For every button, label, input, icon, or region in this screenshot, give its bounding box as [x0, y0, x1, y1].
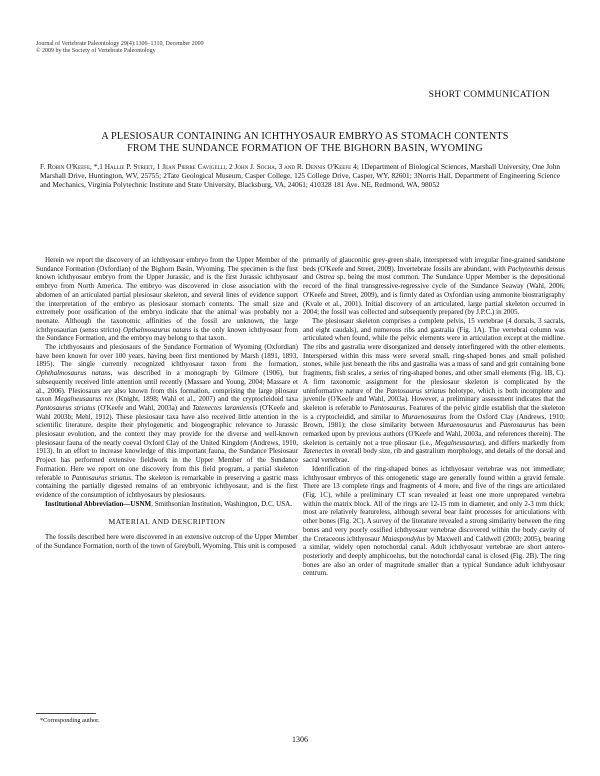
- journal-citation: Journal of Vertebrate Paleontology 29(4):1306–1310, December 2009: [36, 41, 204, 47]
- section-heading: MATERIAL AND DESCRIPTION: [108, 517, 226, 527]
- intro-paragraph: The ichthyosaurs and plesiosaurs of the Sundance Formation of Wyoming (Oxfordian) have been known for over 100 years, having been first mentioned by Marsh (1891, 1893, 1895). The single currently recognized ichthyosaur taxon from the formation, Ophthalmosaurus natans, was described in a monograph by Gilmore (1906), but subsequently received little attention until recently (Massare and Young, 2004; Massare et al., 2006). Plesiosaurs are also known from this formation, comprising the large pliosaur taxon Megalneusaurus rex (Knight, 1898; Wahl et al., 2007) and the cryptocleidoid taxa Pantosaurus striatus (O'Keefe and Wahl, 2003a) and Tatenectes laramiensis (O'Keefe and Wahl 2003b; Mehl, 1912). These plesiosaur taxa have also received little attention in the scientific literature, despite their phylogenetic and biogeographic relevance to Jurassic plesiosaur evolution, and the context they may provide for the diverse and well-known plesiosaur fauna of the nearly coeval Oxford Clay of the United Kingdom (Andrews, 1910, 1913). In an effort to increase knowledge of this important fauna, the Sundance Plesiosaur Project has performed extensive fieldwork in the Upper Member of the Sundance Formation. Here we report on one discovery from this field program, a partial skeleton referable to Pantosaurus striatus. The skeleton is remarkable in preserving a gastric mass containing the partially digested remains of an embryonic ichthyosaur, and is the first evidence of the consumption of ichthyosaurs by plesiosaurs.: [36, 343, 299, 499]
- section-label: SHORT COMMUNICATION: [428, 89, 550, 100]
- author-names: F. Robin O'Keefe, *,1 Hallie P. Street, 1 Jean Pierre Cavigelli, 2 John J. Socha, 3 and R. Dennis O'Keefe 4;: [40, 162, 359, 171]
- right-column: [303, 256, 565, 578]
- methods-paragraph: The fossils described here were discovered in an extensive outcrop of the Upper Member of the Sundance Formation, north of the town of Greybull, Wyoming. This unit is composed: [36, 533, 298, 550]
- left-column: [36, 256, 298, 551]
- footnote-divider: [36, 713, 96, 714]
- footnote: *Corresponding author.: [40, 717, 100, 724]
- page-number: 1306: [292, 735, 308, 744]
- title-line-2: FROM THE SUNDANCE FORMATION OF THE BIGHORN BASIN, WYOMING: [127, 143, 483, 154]
- article-title: [40, 131, 570, 155]
- skeleton-paragraph: The plesiosaur skeleton comprises a complete pelvis, 15 vertebrae (4 dorsals, 3 sacrals, and eight caudals), and numerous ribs and gastralia (Fig. 1A). The vertebral column was articulated when found, while the pelvic elements were in articulation except at the midline. The ribs and gastralia were disorganized and densely interfingered with the other elements. Interspersed within this mass were several small, ring-shaped bones and small polished stones, while just beneath the ribs and gastralia was a mass of sand and grit containing bone fragments, fish scales, a series of ring-shaped bones, and other small elements (Fig. 1B, C). A firm taxonomic assignment for the plesiosaur skeleton is complicated by the uninformative nature of the Pantosaurus striatus holotype, which is both incomplete and juvenile (O'Keefe and Wahl, 2003a). However, a preliminary assessment indicates that the skeleton is referable to Pantosaurus. Features of the pelvic girdle establish that the skeleton is a cryptocleidid, and similar to Muraenosaurus from the Oxford Clay (Andrews, 1910; Brown, 1981); the close similarity between Muraenosaurus and Pantosaurus has been remarked upon by previous authors (O'Keefe and Wahl, 2003a, and references therein). The skeleton is certainly not a true pliosaur (i.e., Megalneusaurus), and differs markedly from Tatenectes in overall body size, rib and gastralium morphology, and details of the dorsal and sacral vertebrae.: [303, 316, 566, 465]
- geology-paragraph: primarily of glauconitic grey-green shale, interspersed with irregular fine-grained sandstone beds (O'Keefe and Street, 2009). Invertebrate fossils are abundant, with Pachyteuthis densus and Ostrea sp. being the most common. The Sundance Upper Member is the depositional record of the final transgressive-regressive cycle of the Sundance Seaway (Wahl, 2006; O'Keefe and Street, 2009), and is firmly dated as Oxfordian using ammonite biostratigraphy (Kvale et al., 2001). Initial discovery of an articulated, large partial skeleton occurred in 2004; the fossil was collected and subsequently prepared (by J.P.C.) in 2005.: [303, 256, 565, 317]
- journal-copyright: © 2009 by the Society of Vertebrate Paleontology: [36, 48, 156, 55]
- institutional-abbreviation: Institutional Abbreviation—USNM, Smithsonian Institution, Washington, D.C. USA.: [45, 499, 293, 508]
- journal-header: [36, 41, 204, 55]
- identification-paragraph: Identification of the ring-shaped bones as ichthyosaur vertebrae was not immediate; ichthyosaur embryos of this ontogenetic stage are generally found within a gravid female. There are 13 complete rings and fragments of 4 more, and five of the rings are articulated (Fig. 1C), while a preliminary CT scan revealed at least one more unprepared vertebra within the matrix block. All of the rings are 12-15 mm in diameter, and only 2-3 mm thick; most are relatively featureless, although several bear faint processes for articulations with other bones (Fig. 2C). A survey of the literature revealed a strong similarity between the ring bones and very poorly ossified ichthyosaur vertebrae discovered within the body cavity of the Cretaceous ichthyosaur Maiaspondylus by Maxwell and Caldwell (2003; 2005), bearing a similar, widely open notochordal canal. Adult ichthyosaur vertebrae are short antero-posteriorly and deeply amphicoelus, but the notochordal canal is closed (Fig. 2B). The ring bones are also an order of magnitude smaller than a typical Sundance adult ichthyosaur centrum.: [303, 464, 565, 578]
- abstract-paragraph: Herein we report the discovery of an ichthyosaur embryo from the Upper Member of the Sundance Formation (Oxfordian) of the Bighorn Basin, Wyoming. The specimen is the first known ichthyosaur embryo from the Upper Jurassic, and is the first Jurassic ichthyosaur embryo from North America. The embryo was discovered in close association with the abdomen of an articulated partial plesiosaur skeleton, and several lines of evidence support the interpretation of the embryo as plesiosaur stomach contents. The small size and extremely poor ossification of the embryo indicate that the animal was probably not a neonate. Although the taxonomic affinities of the fossil are unknown, the large ichthyosaurian (sensu stricto) Opthalmosaurus natans is the only known ichthyosaur from the Sundance Formation, and the embryo may belong to that taxon.: [36, 256, 298, 343]
- authors-block: [40, 162, 560, 189]
- title-line-1: A PLESIOSAUR CONTAINING AN ICHTHYOSAUR EMBRYO AS STOMACH CONTENTS: [101, 131, 509, 142]
- author-affiliations: 1Department of Biological Sciences, Marshall University, One John Marshall Drive, Huntington, WV, 25755; 2Tate Geological Museum, Casper College, 125 College Drive, Casper, WY, 82601; 3Norris Hall, Department of Engineering Science and Mechanics, Virginia Polytechnic Institute and State University, Blacksburg, VA, 24061; 410328 181 Ave. NE, Redmond, WA, 98052: [40, 162, 560, 189]
